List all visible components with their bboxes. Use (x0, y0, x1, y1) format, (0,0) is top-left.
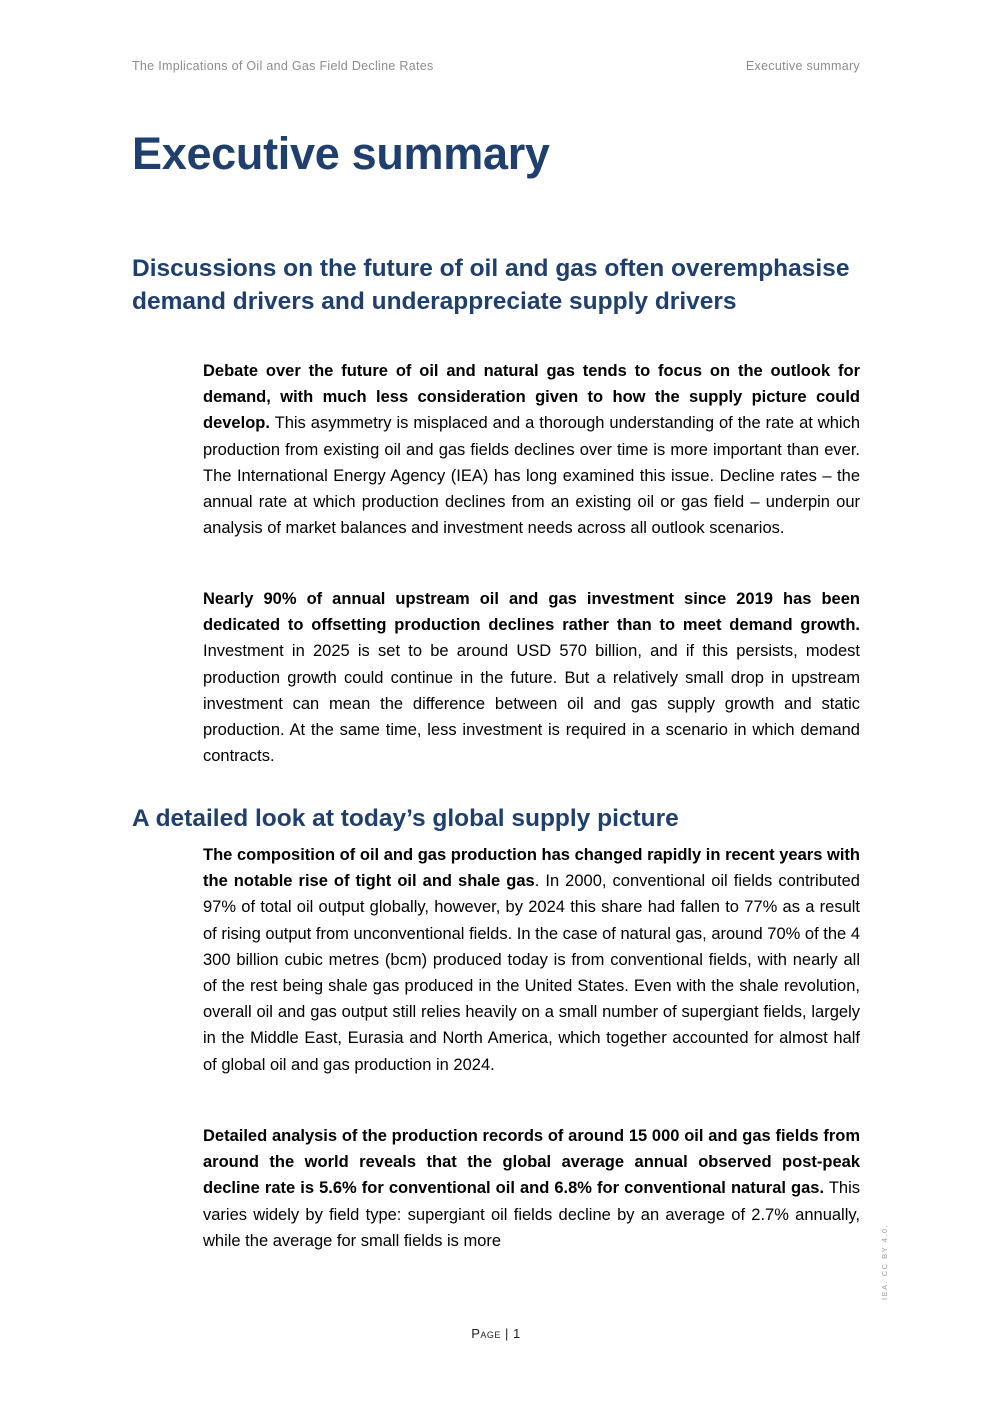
page-separator: | (500, 1326, 514, 1341)
paragraph-2-2 (203, 1123, 860, 1254)
paragraph-body: This asymmetry is misplaced and a thorough understanding of the rate at which production from existing oil and gas fields declines over time is more important than ever. The International Energy Agency (IEA) has long examined this issue. Decline rates – the annual rate at which production declines from an existing oil or gas field – underpin our analysis of market balances and investment needs across all outlook scenarios. (203, 414, 860, 538)
paragraph-1-1 (203, 358, 860, 541)
paragraph-body: Investment in 2025 is set to be around USD 570 billion, and if this persists, modest production growth could continue in the future. But a relatively small drop in upstream investment can mean the difference between oil and gas supply growth and static production. At the same time, less investment is required in a scenario in which demand contracts. (203, 642, 860, 766)
page-number: 1 (513, 1326, 521, 1341)
running-header-section: Executive summary (745, 59, 860, 73)
paragraph-body: This varies widely by field type: supergiant oil fields decline by an average of 2.7% annually, while the average for small fields is more (203, 1179, 860, 1250)
paragraph-lead: Detailed analysis of the production records of around 15 000 oil and gas fields from around the world reveals that the global average annual observed post-peak decline rate is 5.6% for conventional oil and 6.8% for conventional natural gas. (203, 1127, 860, 1198)
paragraph-2-1 (203, 842, 860, 1078)
section-heading-2: A detailed look at today’s global supply picture (132, 805, 679, 832)
section-heading-1: Discussions on the future of oil and gas often overemphasise demand drivers and underappreciate supply drivers (132, 255, 850, 315)
paragraph-body: . In 2000, conventional oil fields contributed 97% of total oil output globally, however, by 2024 this share had fallen to 77% as a result of rising output from unconventional fields. In the case of natural gas, around 70% of the 4 300 billion cubic metres (bcm) produced today is from conventional fields, with nearly all of the rest being shale gas produced in the United States. Even with the shale revolution, overall oil and gas output still relies heavily on a small number of supergiant fields, largely in the Middle East, Eurasia and North America, which together accounted for almost half of global oil and gas production in 2024. (203, 872, 860, 1074)
paragraph-1-2 (203, 586, 860, 769)
page-label: Page (471, 1326, 501, 1341)
paragraph-lead: The composition of oil and gas production has changed rapidly in recent years with the notable rise of tight oil and shale gas (203, 846, 860, 891)
page-title: Executive summary (132, 128, 550, 179)
paragraph-lead: Nearly 90% of annual upstream oil and gas investment since 2019 has been dedicated to offsetting production declines rather than to meet demand growth. (203, 590, 860, 635)
paragraph-lead: Debate over the future of oil and natural gas tends to focus on the outlook for demand, with much less consideration given to how the supply picture could develop. (203, 362, 860, 433)
license-note: IEA. CC BY 4.0. (880, 1223, 889, 1300)
running-header-title: The Implications of Oil and Gas Field Decline Rates (132, 59, 434, 73)
page-footer (0, 1326, 992, 1341)
